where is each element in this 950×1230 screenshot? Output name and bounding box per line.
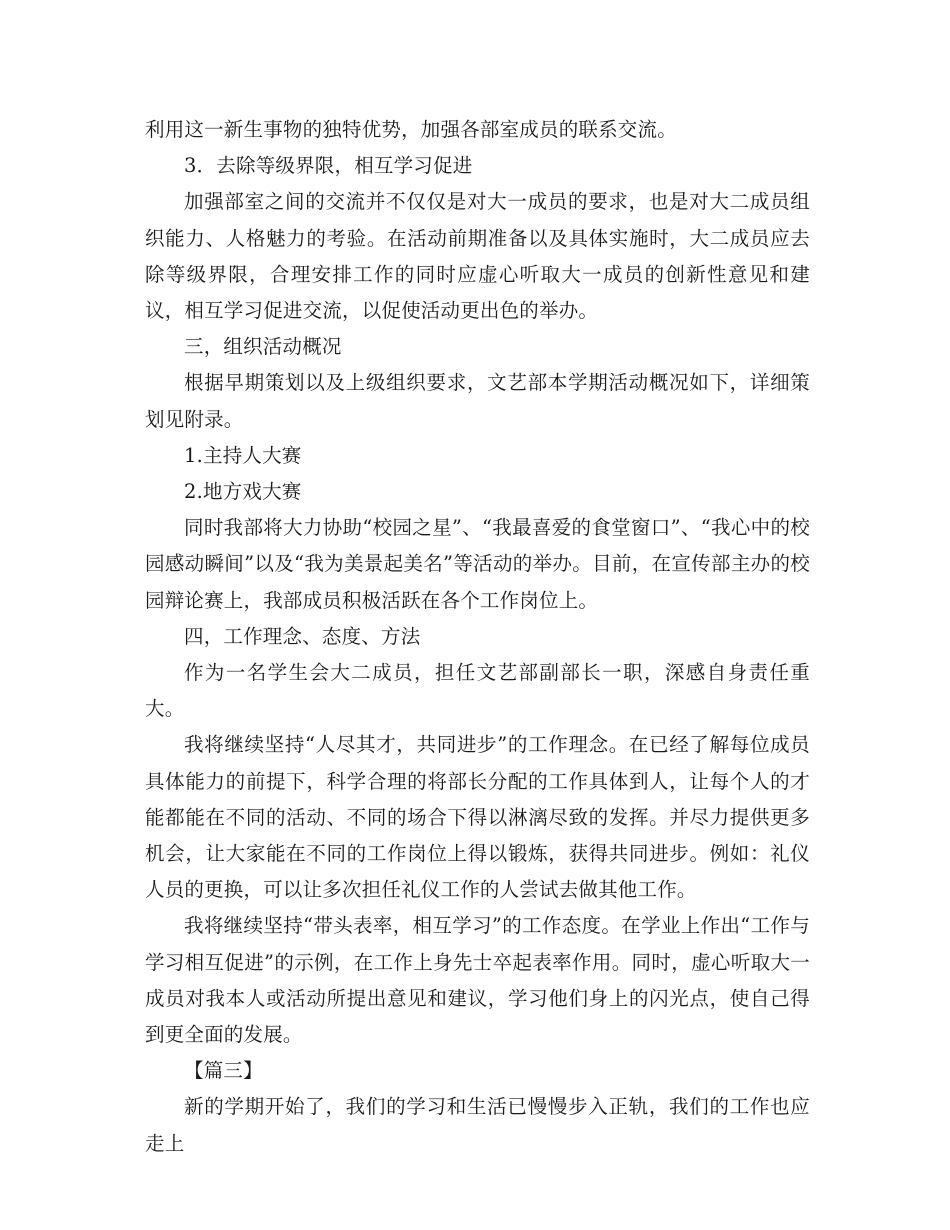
paragraph: 同时我部将大力协助“校园之星”、“我最喜爱的食堂窗口”、“我心中的校园感动瞬间”以及“我为美景起美名”等活动的举办。目前，在宣传部主办的校园辩论赛上，我部成员积极活跃在各个工作岗位上。 <box>145 516 810 612</box>
paragraph: 我将继续坚持“人尽其才，共同进步”的工作理念。在已经了解每位成员具体能力的前提下，科学合理的将部长分配的工作具体到人，让每个人的才能都能在不同的活动、不同的场合下得以淋漓尽致的发挥。并尽力提供更多机会，让大家能在不同的工作岗位上得以锻炼，获得共同进步。例如：礼仪人员的更换，可以让多次担任礼仪工作的人尝试去做其他工作。 <box>145 733 810 902</box>
paragraph: 加强部室之间的交流并不仅仅是对大一成员的要求，也是对大二成员组织能力、人格魅力的考验。在活动前期准备以及具体实施时，大二成员应去除等级界限，合理安排工作的同时应虚心听取大一成员的创新性意见和建议，相互学习促进交流，以促使活动更出色的举办。 <box>145 190 810 323</box>
list-item: 1.主持人大赛 <box>184 443 302 467</box>
list-item: 2.地方戏大赛 <box>184 480 302 504</box>
paragraph: 作为一名学生会大二成员，担任文艺部副部长一职，深感自身责任重大。 <box>145 661 810 721</box>
section-heading: 【篇三】 <box>184 1059 263 1083</box>
section-heading: 四，工作理念、态度、方法 <box>184 624 421 648</box>
section-subheading: 3．去除等级界限，相互学习促进 <box>184 154 473 178</box>
paragraph: 利用这一新生事物的独特优势，加强各部室成员的联系交流。 <box>145 118 677 141</box>
section-heading: 三，组织活动概况 <box>184 335 342 359</box>
paragraph: 新的学期开始了，我们的学习和生活已慢慢步入正轨，我们的工作也应走上 <box>145 1095 810 1155</box>
paragraph: 我将继续坚持“带头表率，相互学习”的工作态度。在学业上作出“工作与学习相互促进”的示例，在工作上身先士卒起表率作用。同时，虚心听取大一成员对我本人或活动所提出意见和建议，学习他们身上的闪光点，使自己得到更全面的发展。 <box>145 914 810 1047</box>
paragraph: 根据早期策划以及上级组织要求，文艺部本学期活动概况如下，详细策划见附录。 <box>145 371 810 431</box>
document-body <box>145 112 810 1162</box>
